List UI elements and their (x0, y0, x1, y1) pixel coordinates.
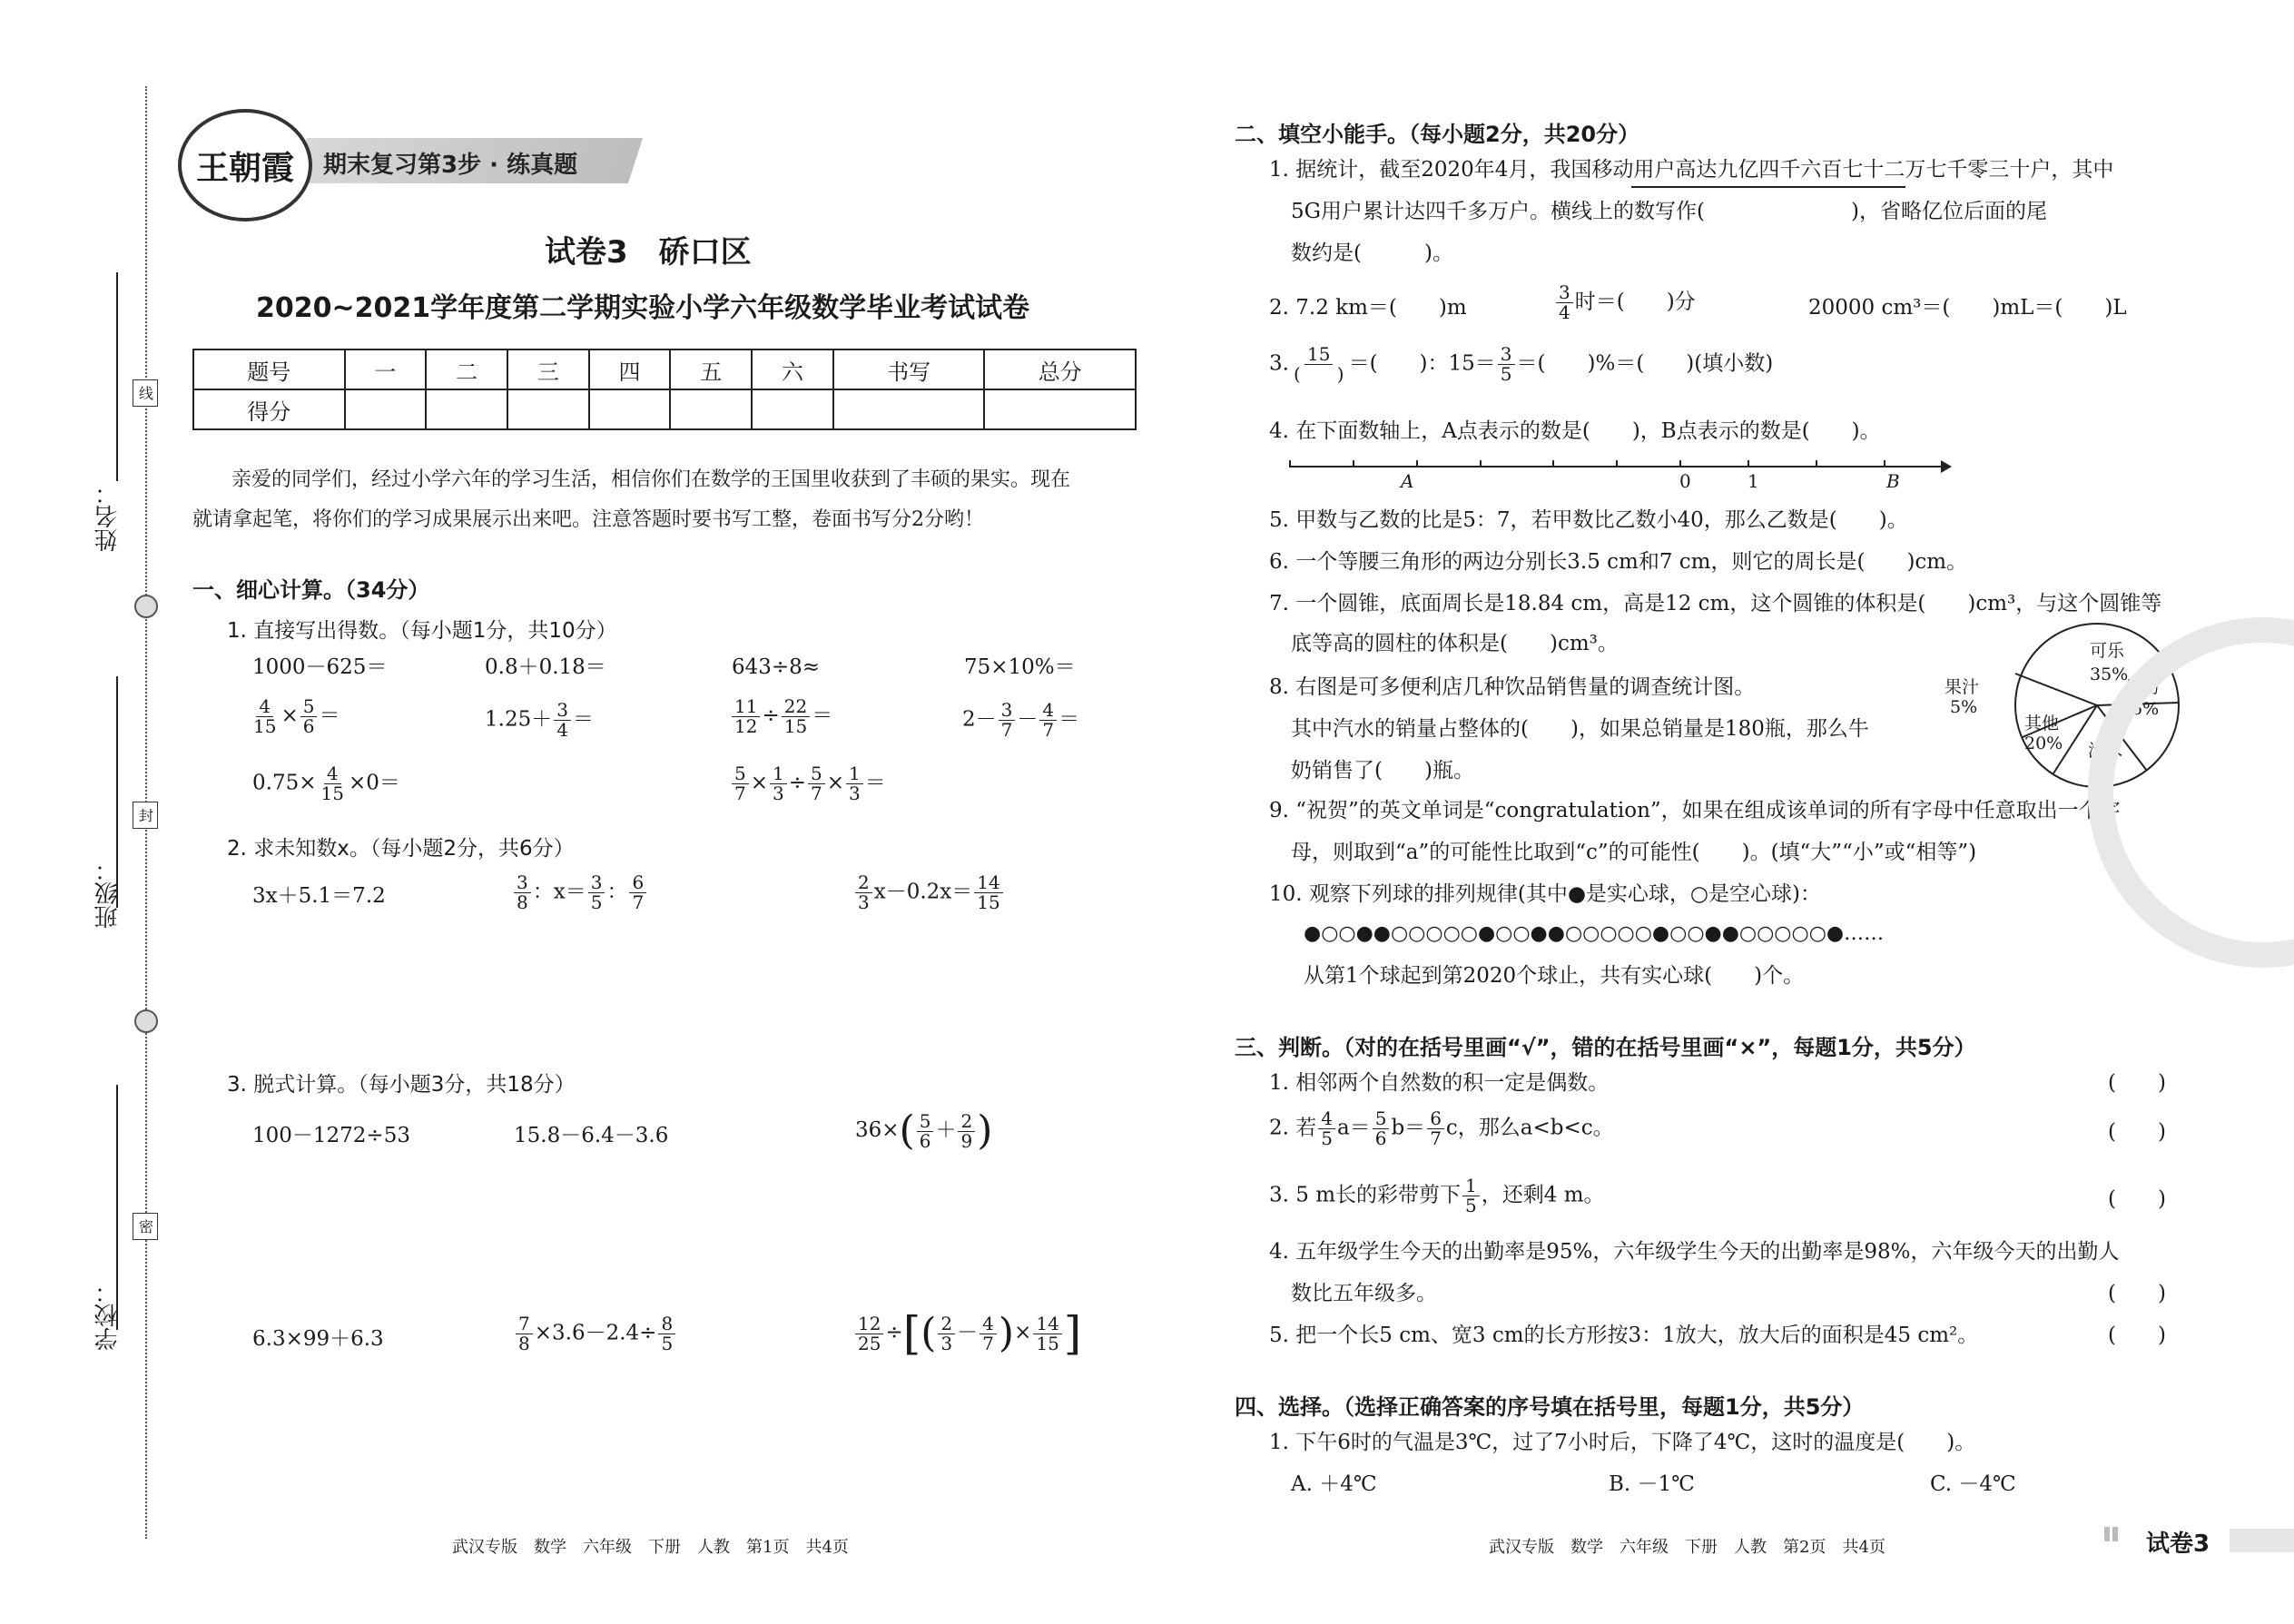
s2-q1-line2: 5G用户累计达四千多万户。横线上的数写作( )，省略亿位后面的尾 (1291, 200, 2047, 223)
score-table (192, 349, 1137, 430)
pie-value-milk: 15% (2121, 699, 2160, 719)
footer-left: 武汉专版 数学 六年级 下册 人教 第1页 共4页 (452, 1538, 849, 1557)
s2-q5: 5. 甲数与乙数的比是5：7，若甲数比乙数小40，那么乙数是( )。 (1269, 508, 1908, 532)
s1-part1-title: 1. 直接写出得数。（每小题1分，共10分） (227, 619, 617, 643)
score-input-cell[interactable] (426, 389, 507, 429)
s2-q7-line2: 底等高的圆柱的体积是( )cm³。 (1291, 632, 1619, 655)
s3-q3-bracket[interactable]: ( ) (2108, 1187, 2166, 1211)
s3-q5: 5. 把一个长5 cm、宽3 cm的长方形按3：1放大，放大后的面积是45 cm²。 (1269, 1324, 1979, 1347)
name-fill-line[interactable] (116, 272, 118, 481)
pie-label-other: 其他 (2024, 714, 2060, 733)
calc-6: 1.25＋ $\frac{3}{4}$ ＝ (485, 699, 594, 741)
s2-q4: 4. 在下面数轴上，A点表示的数是( )，B点表示的数是( )。 (1269, 419, 1881, 443)
s3-q4-line1: 4. 五年级学生今天的出勤率是95%，六年级学生今天的出勤率是98%，六年级今天的出勤人 (1269, 1240, 2120, 1264)
score-input-cell[interactable] (507, 389, 589, 429)
score-input-cell[interactable] (984, 389, 1136, 429)
expr-6: $\frac{12}{25}$ ÷[( $\frac{2}{3}$ － $\frac{4}{7}$ )× $\frac{14}{15}$ ] (853, 1311, 1081, 1356)
s4-option-c[interactable]: C. －4℃ (1930, 1472, 2016, 1496)
s2-q9-line1: 9. “祝贺”的英文单词是“congratulation”，如果在组成该单词的所有字母中任意取出一个字 (1269, 799, 2121, 822)
s4-option-a[interactable]: A. ＋4℃ (1291, 1472, 1377, 1496)
s2-q3: 3. 15 ( ) ＝( )：15＝ $\frac{3}{5}$ ＝( )%＝( )(填小数) (1269, 343, 1774, 385)
s2-q2-part2: $\frac{3}{4}$ 时＝( )分 (1554, 283, 1696, 322)
calc-7: $\frac{11}{12}$ ÷ $\frac{22}{15}$ ＝ (730, 697, 832, 736)
s4-q1: 1. 下午6时的气温是3℃，过了7小时后，下降了4℃，这时的温度是( )。 (1269, 1431, 1976, 1454)
section-1-title: 一、细心计算。（34分） (192, 577, 430, 603)
calc-5: $\frac{4}{15}$ × $\frac{5}{6}$ ＝ (253, 695, 340, 737)
header-band-text: 期末复习第3步 · 练真题 (323, 152, 578, 179)
binding-mark-mi: 密 (133, 1213, 158, 1240)
s2-q10-line3: 从第1个球起到第2020个球止，共有实心球( )个。 (1304, 964, 1805, 988)
axis-label-1: 1 (1748, 470, 1759, 492)
s3-q4-bracket[interactable]: ( ) (2108, 1282, 2166, 1305)
calc-4: 75×10%＝ (964, 655, 1076, 679)
section-4-title: 四、选择。（选择正确答案的序号填在括号里，每题1分，共5分） (1235, 1394, 1865, 1420)
name-label: 姓名： (94, 481, 122, 552)
pie-value-other: 20% (2024, 733, 2063, 753)
footer-right: 武汉专版 数学 六年级 下册 人教 第2页 共4页 (1489, 1538, 1885, 1557)
class-label: 班级： (94, 858, 122, 929)
score-input-cell[interactable] (752, 389, 833, 429)
expr-4: 6.3×99＋6.3 (252, 1327, 384, 1351)
brand-logo (178, 109, 312, 221)
binding-mark-xian: 线 (133, 379, 158, 407)
binding-mark-feng: 封 (133, 802, 158, 829)
calc-10: $\frac{5}{7}$ × $\frac{1}{3}$ ÷ $\frac{5}{7}$ × $\frac{1}{3}$ ＝ (730, 764, 886, 803)
s1-part2-title: 2. 求未知数x。（每小题2分，共6分） (227, 837, 575, 861)
expr-5: $\frac{7}{8}$ ×3.6－2.4÷ $\frac{8}{5}$ (514, 1314, 677, 1353)
s2-q10-line1: 10. 观察下列球的排列规律(其中●是实心球，○是空心球)： (1269, 882, 1821, 906)
score-input-cell[interactable] (670, 389, 752, 429)
calc-1: 1000－625＝ (252, 655, 388, 679)
pie-label-milk: 牛奶 (2124, 677, 2160, 697)
s2-q10-balls: ●○○●●○○○○○●○○●●○○○○○●○○●●○○○○○●…… (1304, 922, 1885, 945)
calc-2: 0.8＋0.18＝ (485, 655, 606, 679)
s3-q3: 3. 5 m长的彩带剪下 $\frac{1}{5}$ ，还剩4 m。 (1269, 1175, 1605, 1216)
s3-q1: 1. 相邻两个自然数的积一定是偶数。 (1269, 1071, 1610, 1095)
score-cell: 五 (670, 349, 752, 389)
axis-label-a: A (1401, 470, 1414, 492)
calc-8: 2－ $\frac{3}{7}$ － $\frac{4}{7}$ ＝ (962, 699, 1080, 741)
expr-3: 36×( $\frac{5}{6}$ ＋ $\frac{2}{9}$ ) (855, 1107, 993, 1154)
equation-2: $\frac{3}{8}$ ：x＝ $\frac{3}{5}$ ： $\frac{6}{7}$ (512, 873, 648, 912)
pie-label-cola: 可乐 (2090, 641, 2125, 661)
pie-label-juice: 果汁 (1944, 677, 1980, 697)
score-table-score-row (193, 389, 1136, 429)
exam-title: 2020~2021学年度第二学期实验小学六年级数学毕业考试试卷 (256, 292, 1030, 324)
score-input-cell[interactable] (345, 389, 427, 429)
score-table-header-row (193, 349, 1136, 389)
binding-hole-1 (134, 595, 158, 618)
binding-hole-2 (134, 1009, 158, 1033)
s4-option-b[interactable]: B. －1℃ (1609, 1472, 1695, 1496)
score-cell: 一 (345, 349, 427, 389)
score-cell: 六 (752, 349, 833, 389)
s2-q1-line1: 1. 据统计，截至2020年4月，我国移动用户高达九亿四千六百七十二万七千零三十户，其中 (1269, 158, 2114, 182)
calc-9: 0.75× $\frac{4}{15}$ ×0＝ (252, 763, 400, 804)
axis-label-b: B (1886, 470, 1900, 492)
pie-value-juice: 5% (1950, 697, 1978, 717)
s2-q1-underline (1631, 186, 1905, 188)
pie-value-cola: 35% (2090, 664, 2129, 684)
s2-q7-line1: 7. 一个圆锥，底面周长是18.84 cm，高是12 cm，这个圆锥的体积是( )cm³，与这个圆锥等 (1269, 592, 2162, 615)
expr-1: 100－1272÷53 (252, 1124, 410, 1147)
equation-1: 3x＋5.1＝7.2 (252, 884, 386, 908)
s2-q8-line1: 8. 右图是可多便利店几种饮品销售量的调查统计图。 (1269, 675, 1756, 699)
brand-logo-text: 王朝霞 (195, 148, 294, 187)
s2-q2-part1: 2. 7.2 km＝( )m (1269, 296, 1467, 320)
paper-title: 试卷3 硚口区 (545, 234, 752, 271)
s2-q8-line2: 其中汽水的销量占整体的( )，如果总销量是180瓶，那么牛 (1291, 717, 1869, 741)
pie-label-soda: 汽水 (2088, 741, 2123, 761)
intro-line-1: 亲爱的同学们，经过小学六年的学习生活，相信你们在数学的王国里收获到了丰硕的果实。现在 (231, 468, 1071, 491)
s2-q1-line3: 数约是( )。 (1291, 241, 1453, 265)
calc-3: 643÷8≈ (732, 655, 821, 679)
tag-decoration-icon (2104, 1527, 2121, 1541)
score-input-cell[interactable] (589, 389, 671, 429)
intro-line-2: 就请拿起笔，将你们的学习成果展示出来吧。注意答题时要书写工整，卷面书写分2分哟！ (192, 508, 985, 531)
score-cell: 四 (589, 349, 671, 389)
s2-q2-part3: 20000 cm³＝( )mL＝( )L (1808, 296, 2127, 320)
score-input-cell[interactable] (833, 389, 985, 429)
school-label: 学校： (94, 1280, 122, 1351)
section-3-title: 三、判断。（对的在括号里画“√”，错的在括号里画“×”，每题1分，共5分） (1235, 1035, 1976, 1060)
s2-q8-line3: 奶销售了( )瓶。 (1291, 759, 1474, 782)
s3-q2: 2. 若 $\frac{4}{5}$ a＝ $\frac{5}{6}$ b＝ $\frac{6}{7}$ c，那么a<b<c。 (1269, 1107, 1614, 1149)
score-label-cell: 得分 (193, 389, 345, 429)
s3-q4-line2: 数比五年级多。 (1291, 1282, 1437, 1305)
score-cell: 二 (426, 349, 507, 389)
section-2-title: 二、填空小能手。（每小题2分，共20分） (1235, 122, 1640, 147)
score-cell: 总分 (984, 349, 1136, 389)
equation-3: $\frac{2}{3}$ x－0.2x＝ $\frac{14}{15}$ (853, 873, 1005, 912)
s3-q1-bracket[interactable]: ( ) (2108, 1071, 2166, 1095)
s3-q5-bracket[interactable]: ( ) (2108, 1324, 2166, 1347)
s2-q9-line2: 母，则取到“a”的可能性比取到“c”的可能性( )。(填“大”“小”或“相等”) (1291, 841, 1977, 864)
s3-q2-bracket[interactable]: ( ) (2108, 1120, 2166, 1144)
paper-tag: 试卷3 (2146, 1530, 2210, 1558)
expr-2: 15.8－6.4－3.6 (514, 1124, 669, 1147)
score-cell: 书写 (833, 349, 985, 389)
s1-part3-title: 3. 脱式计算。（每小题3分，共18分） (227, 1073, 576, 1097)
s2-q6: 6. 一个等腰三角形的两边分别长3.5 cm和7 cm，则它的周长是( )cm。 (1269, 550, 1968, 574)
axis-label-0: 0 (1679, 470, 1691, 492)
score-cell: 三 (507, 349, 589, 389)
number-line (1289, 466, 1943, 468)
tag-band (2230, 1529, 2294, 1552)
score-cell: 题号 (193, 349, 345, 389)
